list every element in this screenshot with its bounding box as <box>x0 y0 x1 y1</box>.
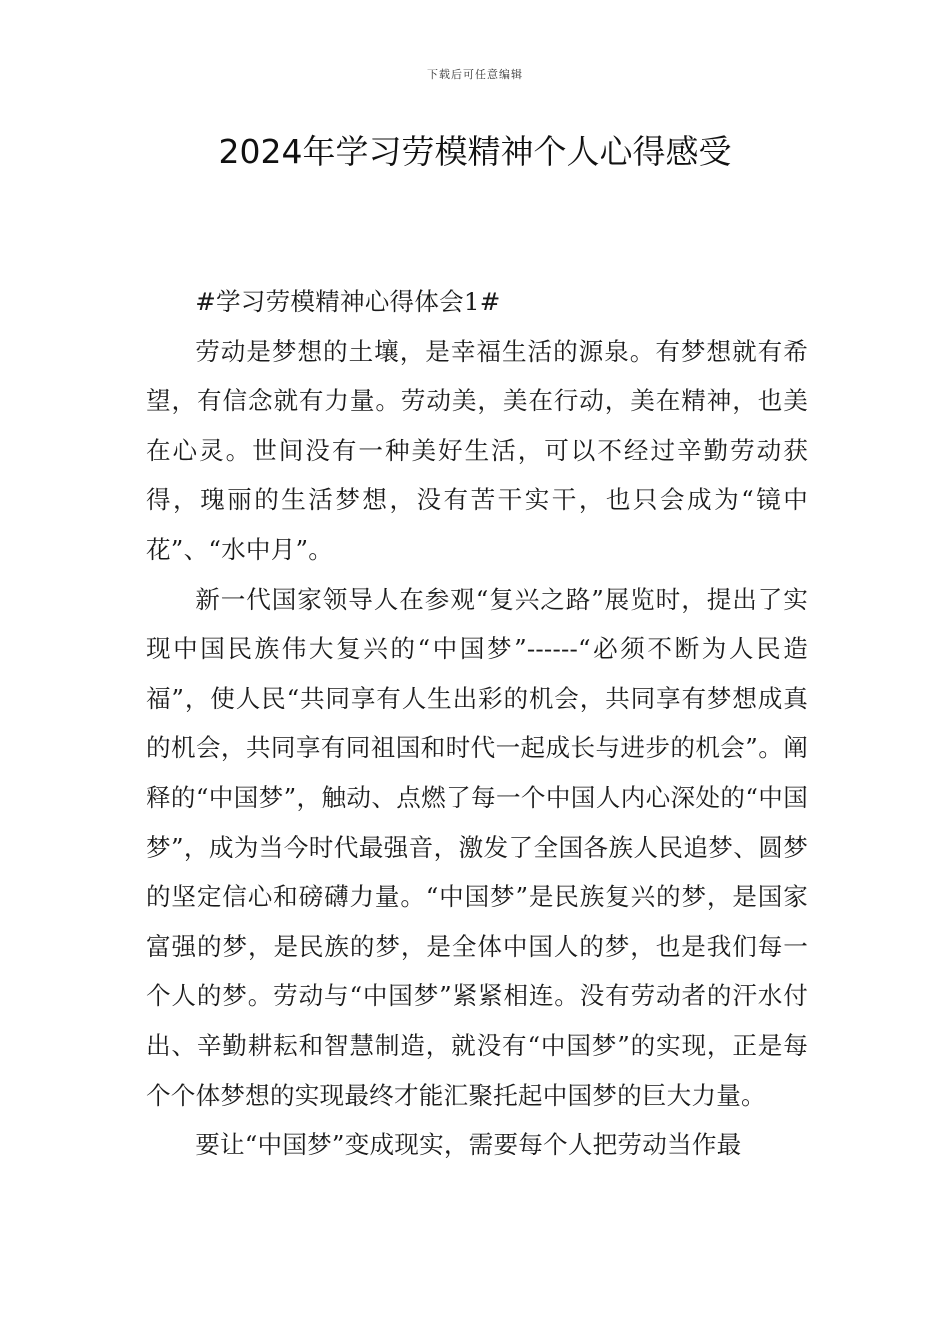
paragraph-2: 新一代国家领导人在参观“复兴之路”展览时，提出了实现中国民族伟大复兴的“中国梦”------“必须不断为人民造福”，使人民“共同享有人生出彩的机会，共同享有梦想成真的机会，共同享有同祖国和时代一起成长与进步的机会”。阐释的“中国梦”，触动、点燃了每一个中国人内心深处的“中国梦”，成为当今时代最强音，激发了全国各族人民追梦、圆梦的坚定信心和磅礴力量。“中国梦”是民族复兴的梦，是国家富强的梦，是民族的梦，是全体中国人的梦，也是我们每一个人的梦。劳动与“中国梦”紧紧相连。没有劳动者的汗水付出、辛勤耕耘和智慧制造，就没有“中国梦”的实现，正是每个个体梦想的实现最终才能汇聚托起中国梦的巨大力量。 <box>146 584 808 1110</box>
paragraph-1: 劳动是梦想的土壤，是幸福生活的源泉。有梦想就有希望，有信念就有力量。劳动美，美在行动，美在精神，也美在心灵。世间没有一种美好生活，可以不经过辛勤劳动获得，瑰丽的生活梦想，没有苦干实干，也只会成为“镜中花”、“水中月”。 <box>146 336 808 564</box>
document-title: 2024年学习劳模精神个人心得感受 <box>218 132 732 171</box>
header-note: 下载后可任意编辑 <box>427 68 523 81</box>
section-heading: #学习劳模精神心得体会1# <box>195 287 501 316</box>
document-body <box>146 277 808 1170</box>
paragraph-3: 要让“中国梦”变成现实，需要每个人把劳动当作最 <box>195 1130 742 1160</box>
